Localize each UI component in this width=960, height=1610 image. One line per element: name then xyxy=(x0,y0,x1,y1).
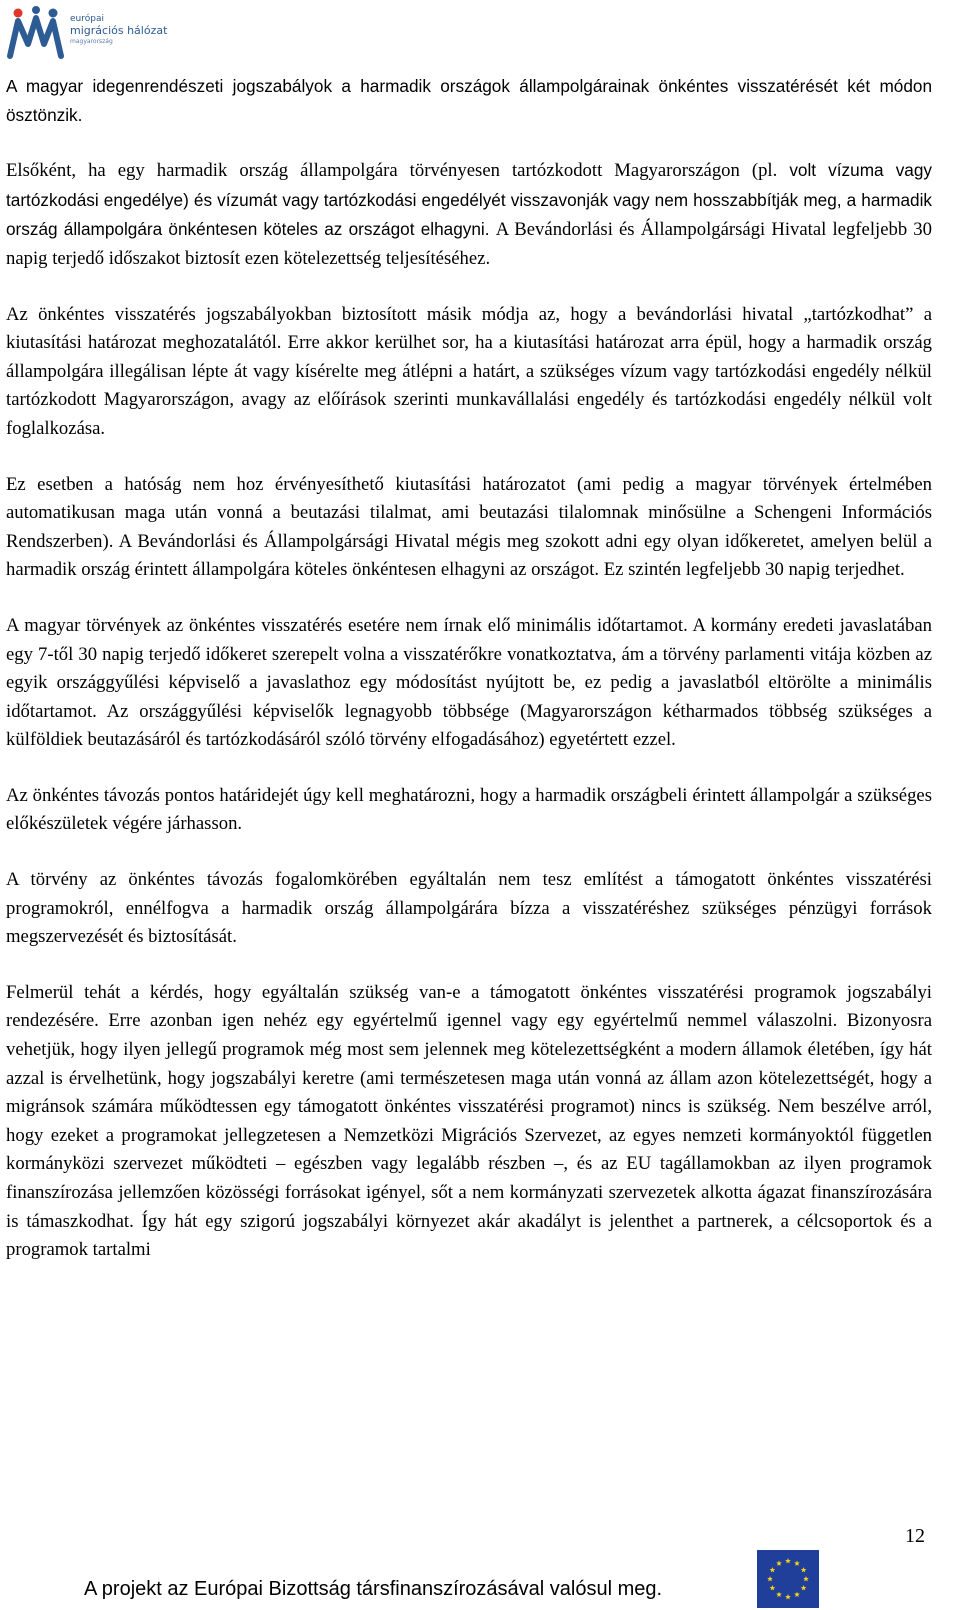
eu-flag-icon xyxy=(757,1550,819,1608)
header xyxy=(6,4,167,60)
logo-line-3: magyarország xyxy=(70,38,113,45)
logo-line-1: európai xyxy=(70,14,104,24)
document-body xyxy=(6,72,932,1265)
paragraph-1 xyxy=(6,72,932,129)
paragraph-5 xyxy=(6,612,932,755)
paragraph-2-segment-2: volt vízuma vagy tartózkodási engedélye) és vízumát vagy tartózkodási engedélyét visszavonják vagy nem hosszabbítják meg, a harmadik ország állampolgára önkéntesen köteles az országot elhagyni. xyxy=(6,160,932,240)
paragraph-7 xyxy=(6,866,932,952)
paragraph-4-segment-1: Ez esetben a hatóság nem hoz érvényesíthető kiutasítási határozatot (ami pedig a magyar törvények értelmében automatikusan maga után vonná a beutazási tilalmat, ami beutazási tilalomnak minősülne a Schengeni Információs Rendszerben). A Bevándorlási és Állampolgársági Hivatal mégis meg szokott adni egy olyan időkeretet, amelyen belül a harmadik ország érintett állampolgára köteles önkéntesen elhagyni az országot. Ez szintén legfeljebb 30 napig terjedhet. xyxy=(6,473,932,581)
paragraph-3 xyxy=(6,301,932,444)
paragraph-7-segment-1: A törvény az önkéntes távozás fogalomkörében egyáltalán nem tesz említést a támogatott önkéntes visszatérési programokról, ennélfogva a harmadik ország állampolgárára bízza a visszatéréshez szükséges pénzügyi források megszervezését és biztosítását. xyxy=(6,869,932,948)
paragraph-3-segment-1: Az önkéntes visszatérés jogszabályokban biztosított másik módja az, hogy a bevándorlási hivatal „tartózkodhat” a kiutasítási határozat meghozatalától. Erre akkor kerülhet sor, ha a kiutasítási határozat arra épül, hogy a harmadik ország állampolgára illegálisan lépte át vagy kísérelte meg átlépni a határt, a szükséges vízum vagy tartózkodási engedély nélkül tartózkodott Magyarországon, avagy az előírások szerinti munkavállalási engedély és tartózkodási engedély nélkül volt foglalkozása. xyxy=(6,303,932,439)
paragraph-6 xyxy=(6,782,932,839)
paragraph-2-segment-1: Elsőként, ha egy harmadik ország állampolgára törvényesen tartózkodott Magyarországon (pl. xyxy=(6,160,790,182)
paragraph-4 xyxy=(6,471,932,585)
paragraph-8 xyxy=(6,979,932,1265)
paragraph-2-segment-3: A Bevándorlási és Állampolgársági Hivatal legfeljebb 30 napig terjedő időszakot biztosít ezen kötelezettség teljesítéséhez. xyxy=(6,219,932,269)
paragraph-2 xyxy=(6,156,932,273)
emh-logo-icon xyxy=(6,4,66,60)
footer-funding-note: A projekt az Európai Bizottság társfinanszírozásával valósul meg. xyxy=(84,1578,663,1600)
paragraph-6-segment-1: Az önkéntes távozás pontos határidejét úgy kell meghatározni, hogy a harmadik országbeli érintett állampolgár a szükséges előkészületek végére járhasson. xyxy=(6,784,932,835)
paragraph-1-segment-1: A magyar idegenrendészeti jogszabályok a harmadik országok állampolgárainak önkéntes visszatérését két módon ösztönzik. xyxy=(6,76,932,125)
logo-text xyxy=(70,14,167,47)
logo-line-2: migrációs hálózat xyxy=(70,24,168,37)
paragraph-8-segment-1: Felmerül tehát a kérdés, hogy egyáltalán szükség van-e a támogatott önkéntes visszatérési programok jogszabályi rendezésére. Erre azonban igen nehéz egy egyértelmű igennel vagy egy egyértelmű nemmel válaszolni. Bizonyosra vehetjük, hogy ilyen jellegű programok még most sem jelennek meg kötelezettségként a modern államok életében, így hát azzal is érvelhetünk, hogy jogszabályi keretre (ami természetesen maga után vonná az állam azon kötelezettségét, hogy a migránsok számára működtessen egy támogatott önkéntes visszatérési programot) nincs is szükség. Nem beszélve arról, hogy ezeket a programokat jellegzetesen a Nemzetközi Migrációs Szervezet, az egyes nemzeti kormányoktól független kormányközi szervezet működteti – egészben vagy legalább részben –, és az EU tagállamokban az ilyen programok finanszírozása jellemzően közösségi forrásokat igényel, sőt a nem kormányzati szervezetek alkotta ágazat finanszírozására is támaszkodhat. Így hát egy szigorú jogszabályi környezet akár akadályt is jelenthet a partnerek, a célcsoportok és a programok tartalmi xyxy=(6,981,932,1261)
paragraph-5-segment-1: A magyar törvények az önkéntes visszatérés esetére nem írnak elő minimális időtartamot. A kormány eredeti javaslatában egy 7-től 30 napig terjedő időkeret szerepelt volna a visszatérőkre vonatkoztatva, ám a törvény parlamenti vitája közben az egyik országgyűlési képviselő a javaslathoz egy módosítást nyújtott be, ez pedig a javaslatból eltörölte a minimális időtartamot. Az országgyűlési képviselők legnagyobb többsége (Magyarországon kétharmados többség szükséges a külföldiek beutazásáról és tartózkodásáról szóló törvény elfogadásához) egyetértett ezzel. xyxy=(6,614,932,751)
page-number: 12 xyxy=(905,1525,925,1547)
